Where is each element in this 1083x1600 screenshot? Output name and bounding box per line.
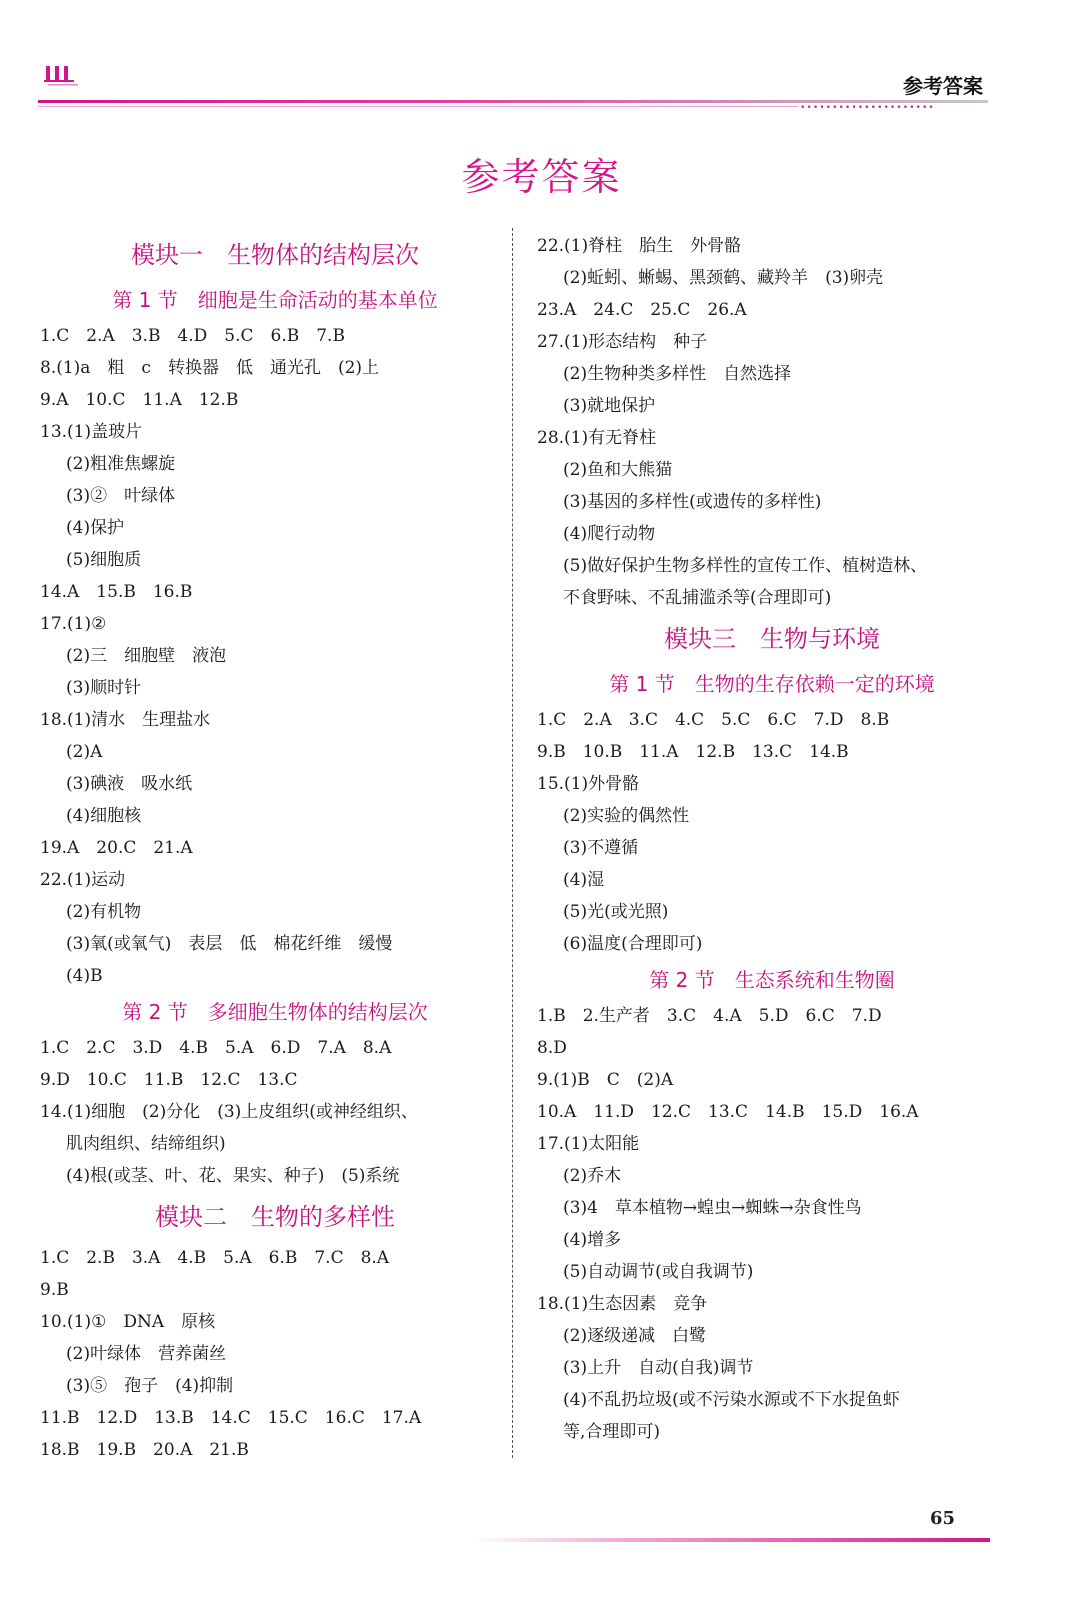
answer-line: 9.D 10.C 11.B 12.C 13.C — [40, 1070, 298, 1090]
answer-subline: (5)光(或光照) — [563, 902, 669, 922]
answer-line: 13.(1)盖玻片 — [40, 422, 143, 442]
answer-subline: (2)实验的偶然性 — [563, 806, 690, 826]
answer-line: 9.B — [40, 1280, 69, 1300]
answer-subline: (2)鱼和大熊猫 — [563, 460, 673, 480]
header-title: 参考答案 — [903, 74, 983, 98]
section-heading: 第 1 节 生物的生存依赖一定的环境 — [609, 672, 935, 696]
module-heading: 模块二 生物的多样性 — [155, 1203, 395, 1231]
answer-subline: (2)蚯蚓、蜥蜴、黑颈鹤、藏羚羊 (3)卵壳 — [563, 268, 884, 288]
answer-subline: (3)4 草本植物→蝗虫→蜘蛛→杂食性鸟 — [563, 1198, 862, 1218]
answer-subline: (4)保护 — [66, 518, 125, 538]
answer-subline: (2)三 细胞壁 液泡 — [66, 646, 227, 666]
answer-line: 18.(1)清水 生理盐水 — [40, 710, 211, 730]
answer-line: 10.A 11.D 12.C 13.C 14.B 15.D 16.A — [537, 1102, 919, 1122]
answer-line: 17.(1)② — [40, 614, 107, 634]
answer-line: 23.A 24.C 25.C 26.A — [537, 300, 747, 320]
answer-subline: (3)② 叶绿体 — [66, 486, 176, 506]
answer-line: 28.(1)有无脊柱 — [537, 428, 657, 448]
section-heading: 第 2 节 生态系统和生物圈 — [649, 968, 895, 992]
answer-subline: (3)顺时针 — [66, 678, 142, 698]
answer-line: 1.B 2.生产者 3.C 4.A 5.D 6.C 7.D — [537, 1006, 882, 1026]
answer-subline: (4)爬行动物 — [563, 524, 656, 544]
answer-subline: (4)湿 — [563, 870, 605, 890]
answer-subline: (3)⑤ 孢子 (4)抑制 — [66, 1376, 234, 1396]
answer-subline: 不食野味、不乱捕滥杀等(合理即可) — [563, 588, 832, 608]
answer-subline: (5)自动调节(或自我调节) — [563, 1262, 754, 1282]
footer-rule — [470, 1538, 990, 1542]
answer-line: 9.B 10.B 11.A 12.B 13.C 14.B — [537, 742, 849, 762]
answer-line: 1.C 2.B 3.A 4.B 5.A 6.B 7.C 8.A — [40, 1248, 390, 1268]
answer-line: 22.(1)脊柱 胎生 外骨骼 — [537, 236, 742, 256]
header-rule-thin — [38, 106, 798, 107]
answer-subline: (2)粗准焦螺旋 — [66, 454, 176, 474]
answer-line: 14.A 15.B 16.B — [40, 582, 193, 602]
section-heading: 第 1 节 细胞是生命活动的基本单位 — [112, 288, 438, 312]
answer-subline: (3)就地保护 — [563, 396, 656, 416]
answer-subline: (2)乔木 — [563, 1166, 622, 1186]
answer-subline: (3)碘液 吸水纸 — [66, 774, 193, 794]
answer-line: 18.(1)生态因素 竞争 — [537, 1294, 708, 1314]
section-heading: 第 2 节 多细胞生物体的结构层次 — [122, 1000, 428, 1024]
answer-subline: (3)氧(或氧气) 表层 低 棉花纤维 缓慢 — [66, 934, 393, 954]
answer-line: 17.(1)太阳能 — [537, 1134, 640, 1154]
answer-line: 10.(1)① DNA 原核 — [40, 1312, 216, 1332]
answer-line: 8.(1)a 粗 c 转换器 低 通光孔 (2)上 — [40, 358, 380, 378]
answer-subline: (3)不遵循 — [563, 838, 639, 858]
answer-subline: 等,合理即可) — [563, 1422, 661, 1442]
column-divider — [512, 228, 513, 1458]
answer-line: 19.A 20.C 21.A — [40, 838, 193, 858]
answer-line: 1.C 2.C 3.D 4.B 5.A 6.D 7.A 8.A — [40, 1038, 392, 1058]
answer-line: 22.(1)运动 — [40, 870, 126, 890]
answer-line: 14.(1)细胞 (2)分化 (3)上皮组织(或神经组织、 — [40, 1102, 418, 1122]
answer-line: 11.B 12.D 13.B 14.C 15.C 16.C 17.A — [40, 1408, 422, 1428]
answer-line: 1.C 2.A 3.B 4.D 5.C 6.B 7.B — [40, 326, 345, 346]
answer-subline: (2)有机物 — [66, 902, 142, 922]
module-heading: 模块三 生物与环境 — [664, 625, 880, 653]
answer-subline: (4)B — [66, 966, 103, 986]
answer-subline: (5)细胞质 — [66, 550, 142, 570]
page-title: 参考答案 — [461, 155, 622, 199]
answer-subline: (6)温度(合理即可) — [563, 934, 703, 954]
answer-line: 9.A 10.C 11.A 12.B — [40, 390, 239, 410]
answer-subline: (3)基因的多样性(或遗传的多样性) — [563, 492, 822, 512]
page-number: 65 — [930, 1508, 956, 1529]
answer-line: 18.B 19.B 20.A 21.B — [40, 1440, 249, 1460]
answer-subline: (2)叶绿体 营养菌丝 — [66, 1344, 227, 1364]
answer-subline: (2)生物种类多样性 自然选择 — [563, 364, 792, 384]
answer-subline: (4)不乱扔垃圾(或不污染水源或不下水捉鱼虾 — [563, 1390, 900, 1410]
answer-subline: (4)增多 — [563, 1230, 622, 1250]
answer-subline: (2)A — [66, 742, 103, 762]
answer-line: 15.(1)外骨骼 — [537, 774, 640, 794]
book-logo-icon — [42, 58, 82, 88]
answer-subline: (3)上升 自动(自我)调节 — [563, 1358, 754, 1378]
left-column — [40, 230, 510, 1466]
answer-subline: (2)逐级递减 白鹭 — [563, 1326, 707, 1346]
header-dots: ••••••••••••••••••••• — [800, 103, 935, 113]
answer-line: 1.C 2.A 3.C 4.C 5.C 6.C 7.D 8.B — [537, 710, 890, 730]
answer-subline: 肌肉组织、结缔组织) — [66, 1134, 226, 1154]
right-column — [537, 230, 1007, 1448]
answer-subline: (4)细胞核 — [66, 806, 142, 826]
answer-subline: (5)做好保护生物多样性的宣传工作、植树造林、 — [563, 556, 928, 576]
module-heading: 模块一 生物体的结构层次 — [131, 241, 419, 269]
answer-line: 9.(1)B C (2)A — [537, 1070, 674, 1090]
answer-line: 8.D — [537, 1038, 567, 1058]
answer-subline: (4)根(或茎、叶、花、果实、种子) (5)系统 — [66, 1166, 400, 1186]
answer-line: 27.(1)形态结构 种子 — [537, 332, 708, 352]
